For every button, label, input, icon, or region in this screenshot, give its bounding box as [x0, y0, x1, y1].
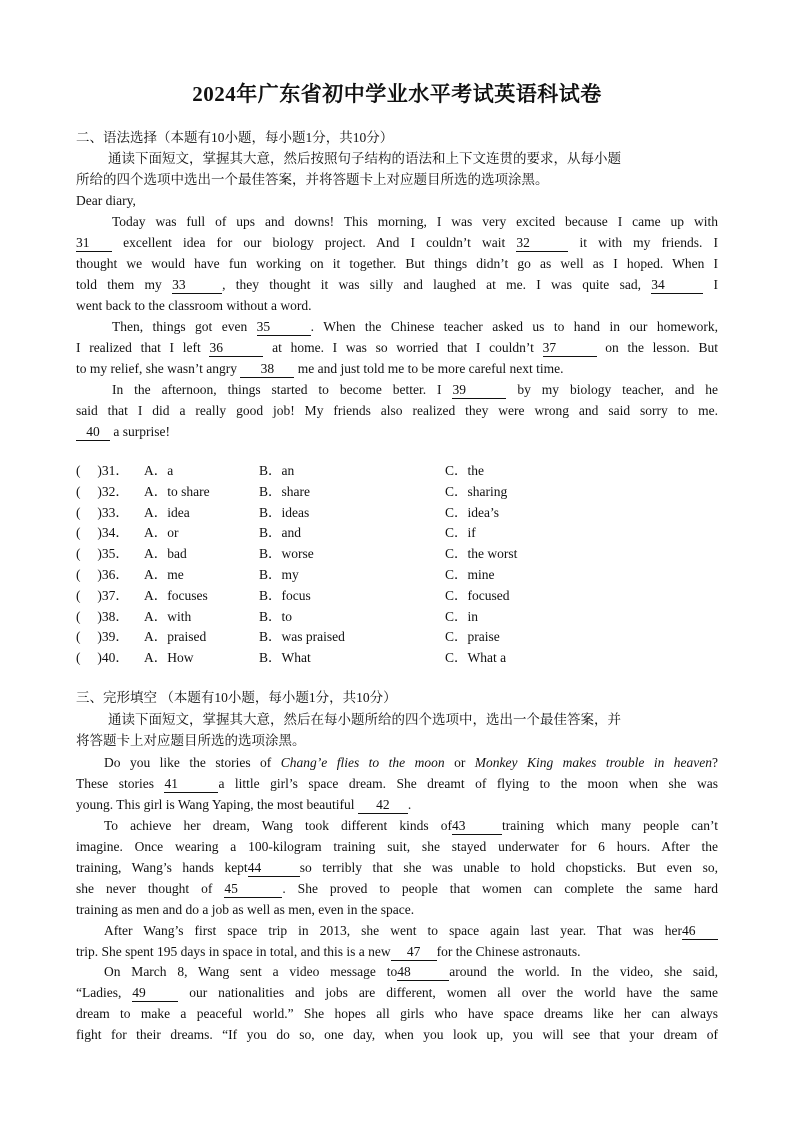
- option-c: C．the worst: [445, 546, 518, 562]
- passage-text: Do you like the stories of: [104, 755, 272, 770]
- passage-line: went back to the classroom without a word.: [76, 298, 312, 313]
- blank-45: 45: [224, 881, 282, 898]
- option-b: B．ideas: [259, 504, 310, 520]
- blank-33: 33: [172, 277, 222, 294]
- passage-line: [112, 317, 718, 337]
- passage-line: [76, 359, 718, 379]
- passage-line: [76, 858, 718, 878]
- question-row: [76, 544, 718, 564]
- passage-text: a surprise!: [113, 424, 170, 439]
- question-row: [76, 627, 718, 647]
- diary-greeting: Dear diary,: [76, 193, 136, 208]
- option-a: A．me: [144, 567, 184, 582]
- option-a: A．bad: [144, 546, 187, 562]
- section-3-instructions-line-1: 通读下面短文，掌握其大意，然后在每小题所给的四个选项中，选出一个最佳答案，并: [108, 712, 621, 727]
- option-c: C．if: [445, 525, 476, 541]
- passage-text: After Wang’s first space trip in 2013, she went to space again last year. That was her: [104, 923, 682, 938]
- passage-text: In the afternoon, things started to become better. I: [112, 382, 442, 397]
- passage-text: to my relief, she wasn’t angry: [76, 361, 237, 376]
- passage-text: she never thought of: [76, 881, 213, 896]
- passage-line: [104, 753, 718, 773]
- passage-text: These stories: [76, 776, 154, 791]
- question-row: [76, 607, 718, 627]
- option-c: C．in: [445, 608, 479, 624]
- passage-text: on the lesson. But: [605, 340, 718, 355]
- blank-34: 34: [651, 277, 703, 294]
- question-number: ( )34．: [76, 525, 129, 541]
- question-row: [76, 586, 718, 606]
- blank-31: 31: [76, 235, 112, 252]
- passage-line: imagine. Once wearing a 100-kilogram training suit, she stayed underwater for 6 hours. After the: [76, 839, 718, 854]
- section-2-heading: 二、语法选择（本题有10小题，每小题1分，共10分）: [76, 130, 394, 145]
- passage-text: training which many people can’t: [501, 818, 718, 833]
- passage-text: young. This girl is Wang Yaping, the most beautiful: [76, 797, 355, 812]
- page-title: 2024年广东省初中学业水平考试英语科试卷: [192, 82, 602, 106]
- question-row: [76, 523, 718, 543]
- question-row: [76, 503, 718, 523]
- option-b: B．share: [259, 483, 310, 499]
- question-number: ( )35．: [76, 546, 129, 562]
- passage-text: I realized that I left: [76, 340, 201, 355]
- passage-text: or: [454, 755, 466, 770]
- passage-text: On March 8, Wang sent a video message to: [104, 964, 398, 979]
- option-c: C．mine: [445, 567, 495, 582]
- option-a: A．focuses: [144, 587, 208, 603]
- option-a: A．praised: [144, 629, 207, 645]
- option-b: B．worse: [259, 546, 314, 562]
- passage-line: said that I did a really good job! My friends also realized they were wrong and said sorry to me.: [76, 403, 718, 418]
- question-number: ( )32．: [76, 483, 129, 499]
- option-c: C．idea’s: [445, 504, 499, 520]
- question-row: [76, 648, 718, 668]
- passage-line: [76, 983, 718, 1003]
- passage-text: ?: [712, 755, 719, 770]
- passage-text: at home. I was so worried that I couldn’t: [272, 340, 534, 355]
- question-number: ( )37．: [76, 587, 129, 603]
- blank-44: 44: [248, 860, 300, 877]
- blank-46: 46: [682, 923, 718, 940]
- passage-text: . When the Chinese teacher asked us to hand in our homework,: [310, 319, 718, 334]
- passage-text: , they thought it was silly and laughed at me. I was quite sad,: [222, 277, 641, 292]
- blank-40: 40: [76, 424, 110, 441]
- passage-line: [104, 921, 718, 941]
- passage-line: fight for their dreams. “If you do so, one day, when you look up, you will see that your dream of: [76, 1027, 718, 1042]
- passage-text: our nationalities and jobs are different, women all over the world have the same: [189, 985, 719, 1000]
- option-c: C．focused: [445, 587, 510, 603]
- blank-43: 43: [452, 818, 502, 835]
- passage-line: thought we would have fun working on it together. But things didn’t go as well as I hoped. When I: [76, 256, 718, 271]
- question-number: ( )38．: [76, 608, 129, 624]
- passage-line: [112, 380, 718, 400]
- passage-text: it with my friends. I: [579, 235, 719, 250]
- passage-text: training, Wang’s hands kept: [76, 860, 248, 875]
- option-c: C．the: [445, 463, 484, 478]
- question-number: ( )40．: [76, 650, 129, 666]
- section-2-instructions-line-2: 所给的四个选项中选出一个最佳答案，并将答题卡上对应题目所选的选项涂黑。: [76, 172, 549, 187]
- blank-36: 36: [209, 340, 263, 357]
- passage-line: [76, 338, 718, 358]
- passage-text: around the world. In the video, she said,: [449, 964, 718, 979]
- passage-text: Then, things got even: [112, 319, 248, 334]
- option-b: B．What: [259, 650, 311, 666]
- blank-49: 49: [132, 985, 178, 1002]
- passage-line: [76, 795, 718, 815]
- blank-38: 38: [240, 361, 294, 378]
- option-a: A．How: [144, 650, 194, 666]
- option-c: C．What a: [445, 650, 507, 666]
- question-row: [76, 565, 718, 585]
- passage-text: I: [713, 277, 719, 292]
- question-row: [76, 482, 718, 502]
- blank-42: 42: [358, 797, 408, 814]
- option-a: A．a: [144, 463, 174, 478]
- option-b: B．to: [259, 608, 293, 624]
- passage-title-italic: Monkey King makes trouble in heaven: [474, 755, 713, 770]
- passage-text: by my biology teacher, and he: [517, 382, 718, 397]
- passage-line: Today was full of ups and downs! This morning, I was very excited because I came up with: [112, 214, 718, 229]
- passage-line: [76, 233, 718, 253]
- question-number: ( )36．: [76, 567, 129, 582]
- passage-line: [76, 879, 718, 899]
- blank-39: 39: [452, 382, 506, 399]
- option-b: B．an: [259, 463, 295, 478]
- passage-text: so terribly that she was unable to hold chopsticks. But even so,: [299, 860, 718, 875]
- option-a: A．or: [144, 525, 179, 541]
- blank-37: 37: [543, 340, 597, 357]
- passage-text: trip. She spent 195 days in space in total, and this is a new: [76, 944, 391, 959]
- passage-title-italic: Chang’e flies to the moon: [280, 755, 445, 770]
- option-a: A．with: [144, 608, 192, 624]
- section-2-instructions-line-1: 通读下面短文，掌握其大意，然后按照句子结构的语法和上下文连贯的要求，从每小题: [108, 151, 621, 166]
- passage-line: training as men and do a job as well as men, even in the space.: [76, 902, 415, 917]
- question-row: [76, 461, 718, 481]
- section-3-heading: 三、完形填空 （本题有10小题，每小题1分，共10分）: [76, 690, 397, 705]
- blank-48: 48: [397, 964, 449, 981]
- question-number: ( )33．: [76, 504, 129, 520]
- passage-line: [76, 942, 718, 962]
- passage-text: .: [407, 797, 412, 812]
- passage-line: [104, 816, 718, 836]
- passage-text: . She proved to people that women can complete the same hard: [282, 881, 718, 896]
- option-c: C．sharing: [445, 483, 508, 499]
- blank-41: 41: [164, 776, 218, 793]
- option-a: A．idea: [144, 504, 190, 520]
- passage-line: [76, 275, 718, 295]
- blank-32: 32: [516, 235, 568, 252]
- passage-text: me and just told me to be more careful next time.: [297, 361, 564, 376]
- passage-line: [104, 962, 718, 982]
- blank-35: 35: [257, 319, 311, 336]
- option-a: A．to share: [144, 483, 210, 499]
- blank-47: 47: [391, 944, 437, 961]
- question-number: ( )39．: [76, 629, 129, 645]
- option-b: B．focus: [259, 587, 311, 603]
- option-b: B．and: [259, 525, 301, 541]
- passage-text: “Ladies,: [76, 985, 122, 1000]
- passage-line: [76, 422, 718, 442]
- option-b: B．was praised: [259, 629, 345, 645]
- passage-text: excellent idea for our biology project. And I couldn’t wait: [123, 235, 506, 250]
- passage-line: [76, 774, 718, 794]
- passage-text: for the Chinese astronauts.: [436, 944, 581, 959]
- passage-text: To achieve her dream, Wang took different kinds of: [104, 818, 452, 833]
- section-3-instructions-line-2: 将答题卡上对应题目所选的选项涂黑。: [76, 733, 306, 748]
- passage-text: a little girl’s space dream. She dreamt of flying to the moon when she was: [218, 776, 718, 791]
- passage-line: dream to make a peaceful world.” She hopes all girls who have space dreams like her can always: [76, 1006, 718, 1021]
- passage-text: told them my: [76, 277, 162, 292]
- option-b: B．my: [259, 567, 299, 582]
- question-number: ( )31．: [76, 463, 129, 478]
- option-c: C．praise: [445, 629, 500, 645]
